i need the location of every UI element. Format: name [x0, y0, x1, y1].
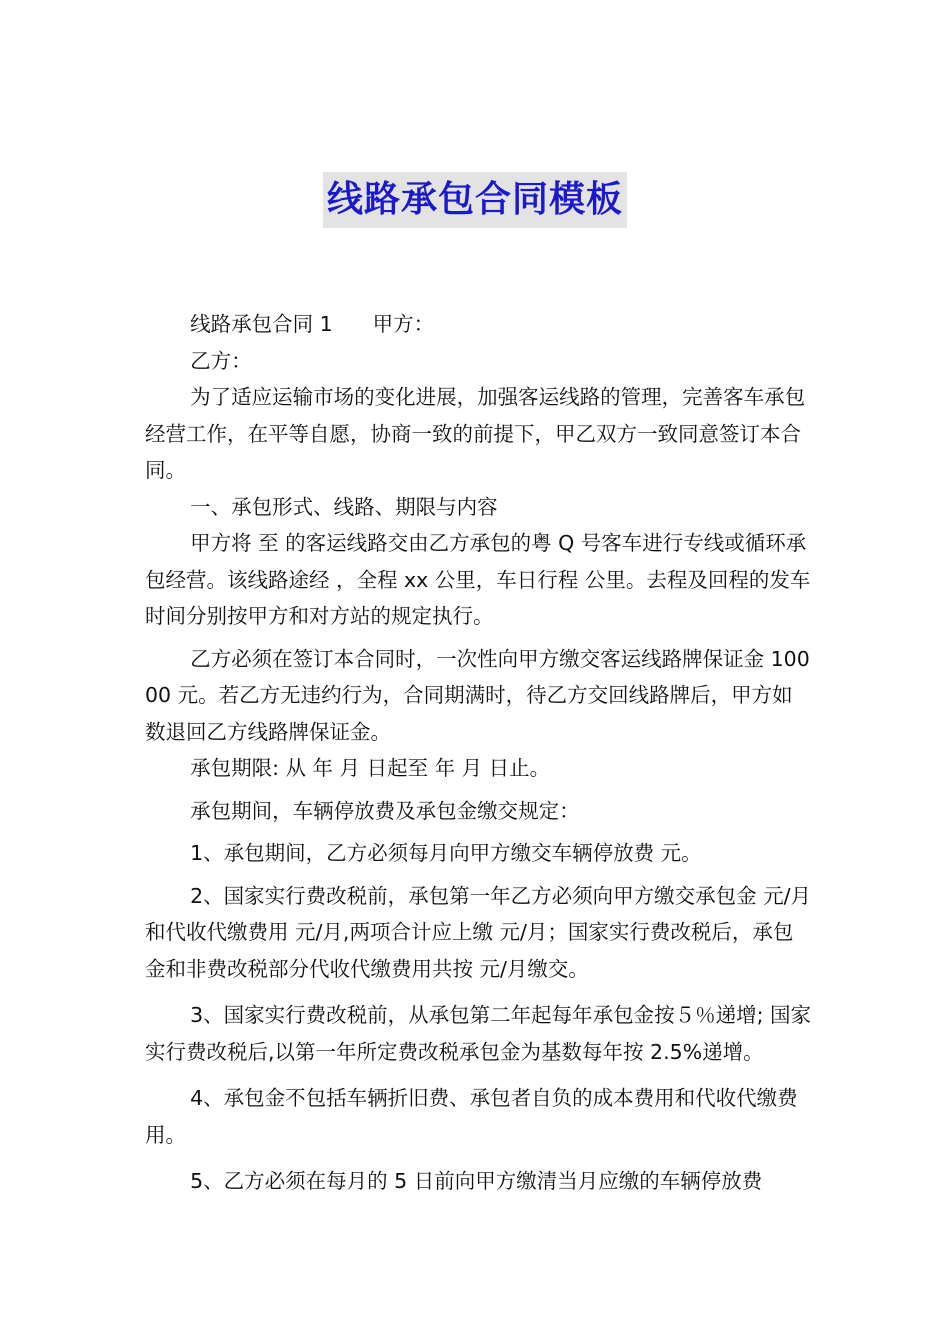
title-container — [0, 172, 950, 228]
document-title: 线路承包合同模板 — [323, 172, 627, 228]
clause-5: 5、乙方必须在每月的 5 日前向甲方缴清当月应缴的车辆停放费 — [190, 1169, 763, 1193]
clause-1: 1、承包期间，乙方必须每月向甲方缴交车辆停放费 元。 — [190, 841, 702, 865]
party-b-label: 乙方： — [190, 348, 252, 373]
paragraph-term: 承包期限: 从 年 月 日起至 年 月 日止。 — [190, 756, 551, 780]
document-body — [145, 306, 813, 1200]
paragraph-deposit: 乙方必须在签订本合同时，一次性向甲方缴交客运线路牌保证金 10000 元。若乙方无违约行为，合同期满时，待乙方交回线路牌后，甲方如数退回乙方线路牌保证金。 — [145, 646, 810, 744]
paragraph-route: 甲方将 至 的客运线路交由乙方承包的粤 Q 号客车进行专线或循环承包经营。该线路途经 ，全程 xx 公里，车日行程 公里。去程及回程的发车时间分别按甲方和对方站的规定执行。 — [145, 531, 811, 628]
clause-2: 2、国家实行费改税前，承包第一年乙方必须向甲方缴交承包金 元/月和代收代缴费用 元/月,两项合计应上缴 元/月；国家实行费改税后，承包金和非费改税部分代收代缴费用共按 元/月缴交。 — [145, 883, 812, 981]
paragraph-fees-heading: 承包期间，车辆停放费及承包金缴交规定： — [190, 798, 580, 823]
contract-number: 线路承包合同 1 — [190, 312, 333, 336]
clause-4: 4、承包金不包括车辆折旧费、承包者自负的成本费用和代收代缴费用。 — [145, 1086, 798, 1147]
paragraph-contract-header — [145, 306, 813, 343]
clause-3: 3、国家实行费改税前，从承包第二年起每年承包金按５％递增; 国家实行费改税后,以第一年所定费改税承包金为基数每年按 2.5%递增。 — [145, 1003, 812, 1064]
party-a-label: 甲方： — [372, 312, 435, 336]
paragraph-preamble: 为了适应运输市场的变化进展，加强客运线路的管理，完善客车承包经营工作，在平等自愿，协商一致的前提下，甲乙双方一致同意签订本合同。 — [145, 385, 806, 482]
section-heading-1: 一、承包形式、线路、期限与内容 — [190, 494, 498, 519]
